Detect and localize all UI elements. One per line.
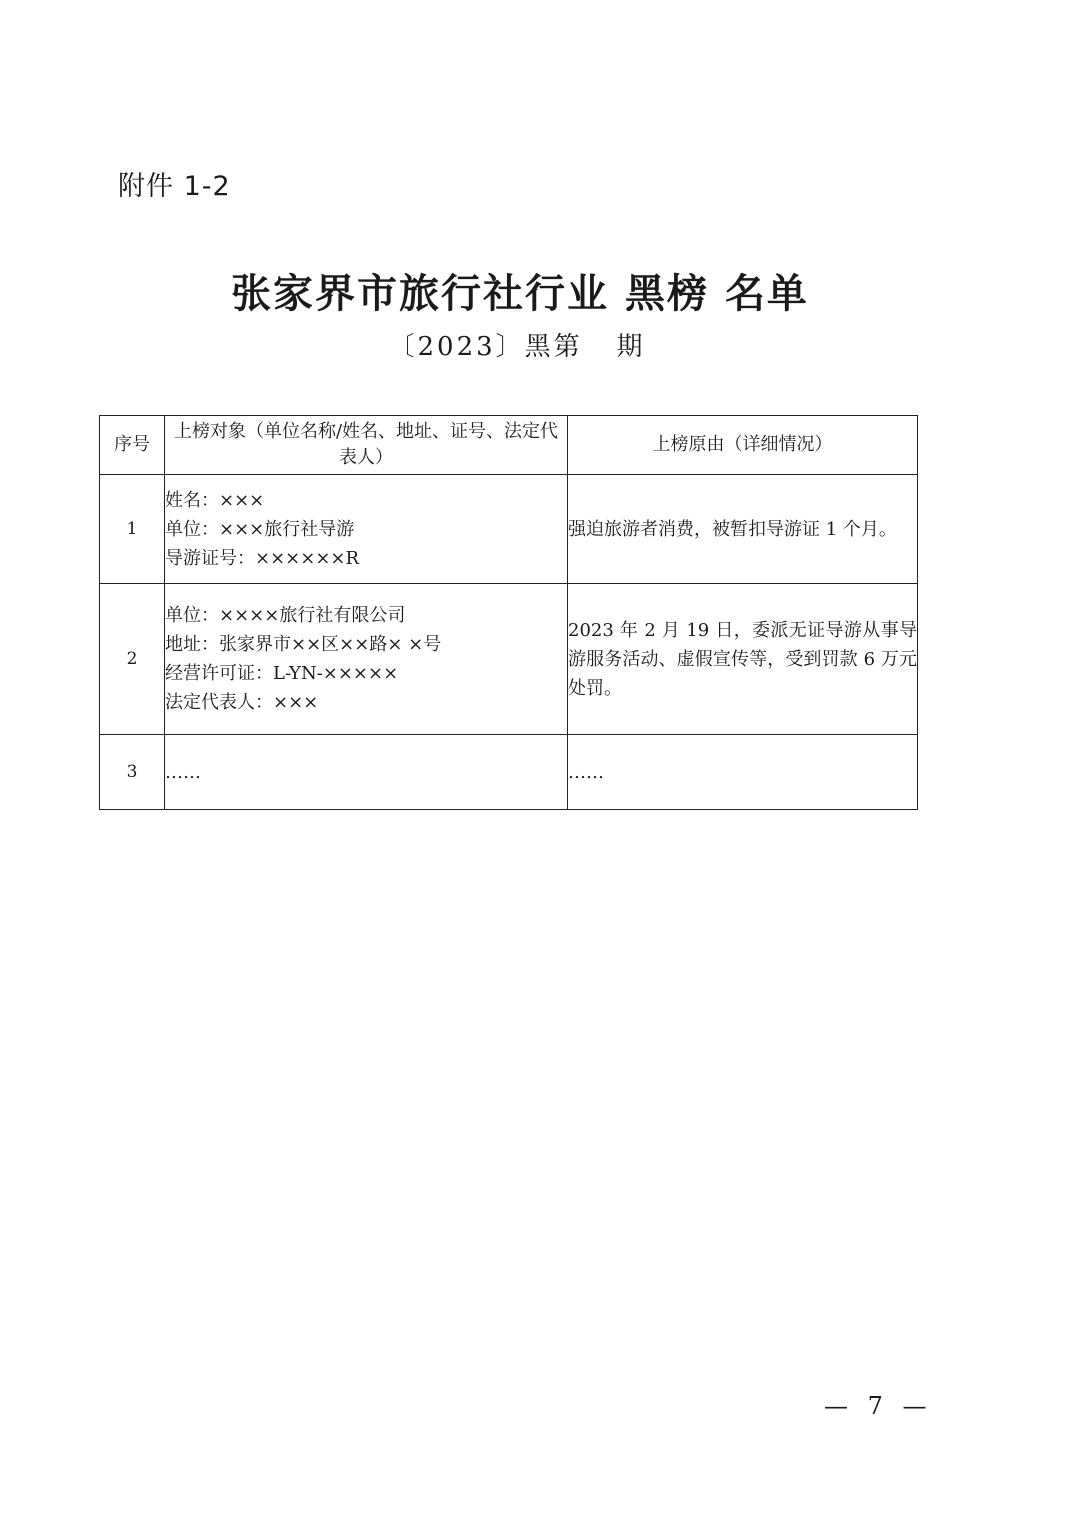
header-index: 序号	[100, 416, 165, 475]
subject-line: ……	[165, 761, 201, 783]
row-index: 2	[100, 584, 165, 735]
title-part-2: 黑榜	[625, 270, 709, 317]
header-subject: 上榜对象（单位名称/姓名、地址、证号、法定代表人）	[165, 416, 568, 475]
subject-line: 地址：张家界市××区××路× ×号	[165, 634, 442, 655]
subject-line: 单位：××××旅行社有限公司	[165, 605, 406, 626]
row-subject	[165, 584, 568, 735]
blacklist-table	[99, 415, 918, 810]
header-reason: 上榜原由（详细情况）	[568, 416, 918, 475]
reason-text: 强迫旅游者消费，被暂扣导游证 1 个月。	[568, 518, 897, 540]
table-row	[100, 584, 918, 735]
row-reason	[568, 735, 918, 810]
issue-number: 〔2023〕黑第 期	[388, 332, 646, 362]
subject-line: 姓名：×××	[165, 489, 265, 511]
row-reason	[568, 584, 918, 735]
row-subject	[165, 735, 568, 810]
table-header-row	[100, 416, 918, 475]
subject-line: 导游证号：××××××R	[165, 547, 360, 569]
row-subject	[165, 475, 568, 584]
reason-text: 2023 年 2 月 19 日，委派无证导游从事导游服务活动、虚假宣传等，受到罚款 6 万元处罚。	[568, 619, 917, 699]
subject-line: 法定代表人：×××	[165, 692, 319, 713]
document-title	[0, 262, 1040, 319]
row-reason	[568, 475, 918, 584]
title-part-1: 张家界市旅行社行业	[231, 270, 610, 317]
row-index: 1	[100, 475, 165, 584]
reason-text: ……	[568, 761, 604, 783]
row-index: 3	[100, 735, 165, 810]
table-row	[100, 475, 918, 584]
table-row	[100, 735, 918, 810]
attachment-label: 附件 1-2	[118, 171, 231, 202]
title-part-3: 名单	[724, 270, 809, 317]
subject-line: 单位：×××旅行社导游	[165, 518, 355, 540]
subject-line: 经营许可证：L-YN-×××××	[165, 663, 399, 684]
page-number: — 7 —	[824, 1392, 933, 1420]
